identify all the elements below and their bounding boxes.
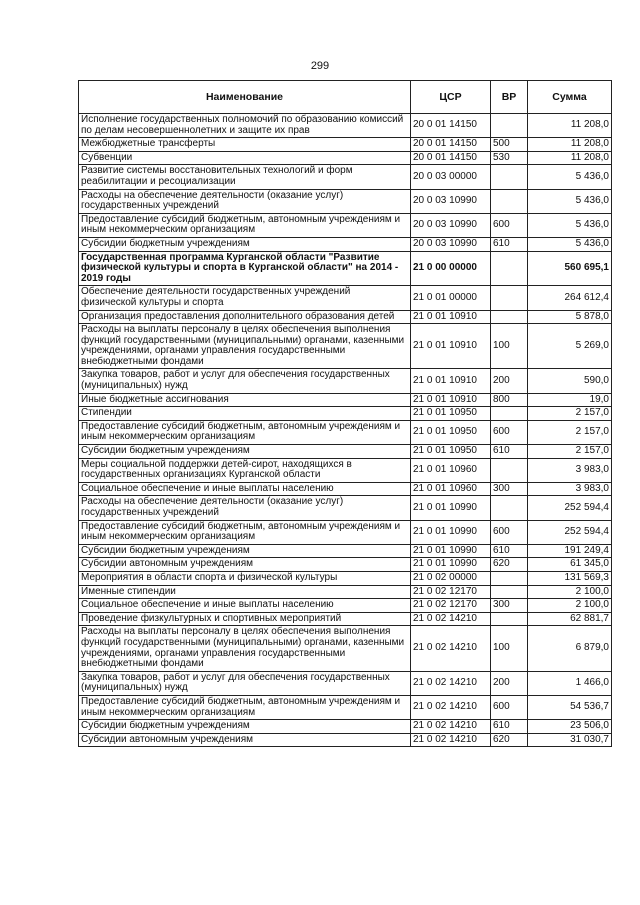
cell-sum: 11 208,0 (528, 138, 612, 152)
cell-sum: 6 879,0 (528, 626, 612, 671)
cell-csr: 20 0 03 10990 (411, 213, 491, 237)
cell-vr: 530 (491, 151, 528, 165)
table-row (79, 324, 612, 369)
cell-name: Мероприятия в области спорта и физической культуры (79, 571, 411, 585)
table-row (79, 520, 612, 544)
cell-name: Субсидии бюджетным учреждениям (79, 445, 411, 459)
table-row (79, 310, 612, 324)
cell-vr: 100 (491, 324, 528, 369)
cell-csr: 21 0 02 14210 (411, 671, 491, 695)
cell-vr (491, 251, 528, 286)
cell-vr: 610 (491, 445, 528, 459)
cell-name: Исполнение государственных полномочий по образованию комиссий по делам несовершеннолетних и защите их прав (79, 114, 411, 138)
table-row (79, 114, 612, 138)
cell-csr: 20 0 03 10990 (411, 189, 491, 213)
cell-vr (491, 114, 528, 138)
table-row (79, 165, 612, 189)
cell-vr: 620 (491, 733, 528, 747)
cell-sum: 11 208,0 (528, 151, 612, 165)
header-vr: ВР (491, 81, 528, 114)
cell-name: Субсидии бюджетным учреждениям (79, 544, 411, 558)
cell-vr: 600 (491, 520, 528, 544)
cell-vr (491, 407, 528, 421)
table-row (79, 612, 612, 626)
cell-name: Межбюджетные трансферты (79, 138, 411, 152)
table-row (79, 482, 612, 496)
cell-csr: 21 0 01 10950 (411, 420, 491, 444)
cell-vr: 100 (491, 626, 528, 671)
table-row (79, 671, 612, 695)
cell-name: Субсидии бюджетным учреждениям (79, 720, 411, 734)
cell-csr: 21 0 01 10910 (411, 310, 491, 324)
cell-sum: 590,0 (528, 369, 612, 393)
table-row (79, 213, 612, 237)
cell-name: Субсидии бюджетным учреждениям (79, 237, 411, 251)
cell-sum: 11 208,0 (528, 114, 612, 138)
table-row (79, 544, 612, 558)
cell-name: Расходы на обеспечение деятельности (оказание услуг) государственных учреждений (79, 496, 411, 520)
table-row (79, 138, 612, 152)
cell-sum: 61 345,0 (528, 558, 612, 572)
cell-vr (491, 458, 528, 482)
cell-name: Закупка товаров, работ и услуг для обеспечения государственных (муниципальных) нужд (79, 369, 411, 393)
table-row (79, 558, 612, 572)
table-row (79, 407, 612, 421)
cell-vr (491, 310, 528, 324)
cell-sum: 252 594,4 (528, 520, 612, 544)
cell-csr: 20 0 03 10990 (411, 237, 491, 251)
cell-sum: 5 436,0 (528, 189, 612, 213)
cell-vr (491, 189, 528, 213)
cell-name: Предоставление субсидий бюджетным, автономным учреждениям и иным некоммерческим организациям (79, 213, 411, 237)
table-row (79, 458, 612, 482)
cell-csr: 21 0 01 10950 (411, 445, 491, 459)
cell-vr: 600 (491, 695, 528, 719)
cell-name: Развитие системы восстановительных технологий и форм реабилитации и ресоциализации (79, 165, 411, 189)
cell-name: Именные стипендии (79, 585, 411, 599)
table-row (79, 393, 612, 407)
cell-sum: 3 983,0 (528, 458, 612, 482)
cell-name: Расходы на выплаты персоналу в целях обеспечения выполнения функций государственными (муниципальными) органами, казенными учреждениями, органами управления государственными внебюджетными фондами (79, 626, 411, 671)
cell-vr: 300 (491, 599, 528, 613)
cell-vr: 800 (491, 393, 528, 407)
table-header-row (79, 81, 612, 114)
table-row (79, 585, 612, 599)
cell-name: Социальное обеспечение и иные выплаты населению (79, 599, 411, 613)
header-csr: ЦСР (411, 81, 491, 114)
cell-name: Субсидии автономным учреждениям (79, 558, 411, 572)
cell-csr: 21 0 01 10990 (411, 544, 491, 558)
cell-csr: 21 0 02 12170 (411, 599, 491, 613)
budget-table (78, 80, 612, 747)
table-row (79, 286, 612, 310)
cell-sum: 5 269,0 (528, 324, 612, 369)
table-row (79, 626, 612, 671)
cell-name: Закупка товаров, работ и услуг для обеспечения государственных (муниципальных) нужд (79, 671, 411, 695)
cell-vr: 200 (491, 671, 528, 695)
cell-sum: 131 569,3 (528, 571, 612, 585)
cell-sum: 23 506,0 (528, 720, 612, 734)
cell-csr: 21 0 00 00000 (411, 251, 491, 286)
cell-sum: 3 983,0 (528, 482, 612, 496)
table-row (79, 571, 612, 585)
cell-sum: 560 695,1 (528, 251, 612, 286)
table-row (79, 420, 612, 444)
cell-name: Субсидии автономным учреждениям (79, 733, 411, 747)
cell-name: Организация предоставления дополнительного образования детей (79, 310, 411, 324)
cell-name: Предоставление субсидий бюджетным, автономным учреждениям и иным некоммерческим организациям (79, 520, 411, 544)
cell-csr: 21 0 01 10990 (411, 558, 491, 572)
cell-sum: 2 157,0 (528, 420, 612, 444)
table-row (79, 599, 612, 613)
table-row (79, 189, 612, 213)
table-row (79, 496, 612, 520)
cell-vr: 200 (491, 369, 528, 393)
cell-vr: 610 (491, 544, 528, 558)
table-row (79, 369, 612, 393)
table-row (79, 237, 612, 251)
cell-vr: 610 (491, 720, 528, 734)
cell-csr: 21 0 02 12170 (411, 585, 491, 599)
cell-name: Субвенции (79, 151, 411, 165)
cell-vr (491, 571, 528, 585)
cell-sum: 191 249,4 (528, 544, 612, 558)
cell-sum: 5 878,0 (528, 310, 612, 324)
table-row (79, 695, 612, 719)
cell-csr: 21 0 01 10950 (411, 407, 491, 421)
cell-sum: 5 436,0 (528, 237, 612, 251)
cell-name: Проведение физкультурных и спортивных мероприятий (79, 612, 411, 626)
cell-name: Стипендии (79, 407, 411, 421)
cell-csr: 21 0 02 14210 (411, 695, 491, 719)
cell-csr: 20 0 01 14150 (411, 114, 491, 138)
cell-csr: 21 0 02 14210 (411, 733, 491, 747)
cell-sum: 5 436,0 (528, 165, 612, 189)
cell-csr: 21 0 02 14210 (411, 626, 491, 671)
cell-vr (491, 496, 528, 520)
cell-sum: 19,0 (528, 393, 612, 407)
cell-csr: 21 0 01 10910 (411, 324, 491, 369)
cell-csr: 21 0 01 10960 (411, 482, 491, 496)
cell-sum: 62 881,7 (528, 612, 612, 626)
cell-name: Иные бюджетные ассигнования (79, 393, 411, 407)
table-row (79, 720, 612, 734)
cell-sum: 252 594,4 (528, 496, 612, 520)
cell-name: Расходы на выплаты персоналу в целях обеспечения выполнения функций государственными (муниципальными) органами, казенными учреждениями, органами управления государственными внебюджетными фондами (79, 324, 411, 369)
cell-name: Предоставление субсидий бюджетным, автономным учреждениям и иным некоммерческим организациям (79, 420, 411, 444)
cell-sum: 2 100,0 (528, 585, 612, 599)
cell-csr: 21 0 02 14210 (411, 612, 491, 626)
page-number: 299 (310, 60, 330, 72)
cell-csr: 20 0 01 14150 (411, 151, 491, 165)
cell-vr (491, 286, 528, 310)
cell-sum: 2 157,0 (528, 407, 612, 421)
cell-name: Меры социальной поддержки детей-сирот, находящихся в государственных организациях Курганской области (79, 458, 411, 482)
cell-csr: 21 0 01 10990 (411, 496, 491, 520)
table-row (79, 251, 612, 286)
cell-vr: 500 (491, 138, 528, 152)
cell-sum: 2 157,0 (528, 445, 612, 459)
cell-csr: 21 0 01 10910 (411, 369, 491, 393)
cell-vr (491, 165, 528, 189)
table-row (79, 445, 612, 459)
cell-name: Государственная программа Курганской области "Развитие физической культуры и спорта в Курганской области" на 2014 - 2019 годы (79, 251, 411, 286)
cell-csr: 21 0 01 10910 (411, 393, 491, 407)
cell-sum: 2 100,0 (528, 599, 612, 613)
cell-sum: 1 466,0 (528, 671, 612, 695)
cell-sum: 54 536,7 (528, 695, 612, 719)
cell-csr: 20 0 03 00000 (411, 165, 491, 189)
cell-vr: 600 (491, 213, 528, 237)
cell-vr (491, 585, 528, 599)
cell-vr: 620 (491, 558, 528, 572)
cell-name: Предоставление субсидий бюджетным, автономным учреждениям и иным некоммерческим организациям (79, 695, 411, 719)
cell-csr: 21 0 01 10960 (411, 458, 491, 482)
header-name: Наименование (79, 81, 411, 114)
header-sum: Сумма (528, 81, 612, 114)
cell-name: Расходы на обеспечение деятельности (оказание услуг) государственных учреждений (79, 189, 411, 213)
cell-vr: 610 (491, 237, 528, 251)
cell-sum: 5 436,0 (528, 213, 612, 237)
cell-csr: 21 0 02 14210 (411, 720, 491, 734)
cell-vr: 300 (491, 482, 528, 496)
cell-sum: 264 612,4 (528, 286, 612, 310)
cell-csr: 21 0 01 00000 (411, 286, 491, 310)
cell-csr: 21 0 02 00000 (411, 571, 491, 585)
table-row (79, 733, 612, 747)
cell-csr: 20 0 01 14150 (411, 138, 491, 152)
cell-vr: 600 (491, 420, 528, 444)
table-body (79, 114, 612, 747)
cell-vr (491, 612, 528, 626)
cell-sum: 31 030,7 (528, 733, 612, 747)
cell-name: Социальное обеспечение и иные выплаты населению (79, 482, 411, 496)
cell-csr: 21 0 01 10990 (411, 520, 491, 544)
cell-name: Обеспечение деятельности государственных учреждений физической культуры и спорта (79, 286, 411, 310)
table-row (79, 151, 612, 165)
